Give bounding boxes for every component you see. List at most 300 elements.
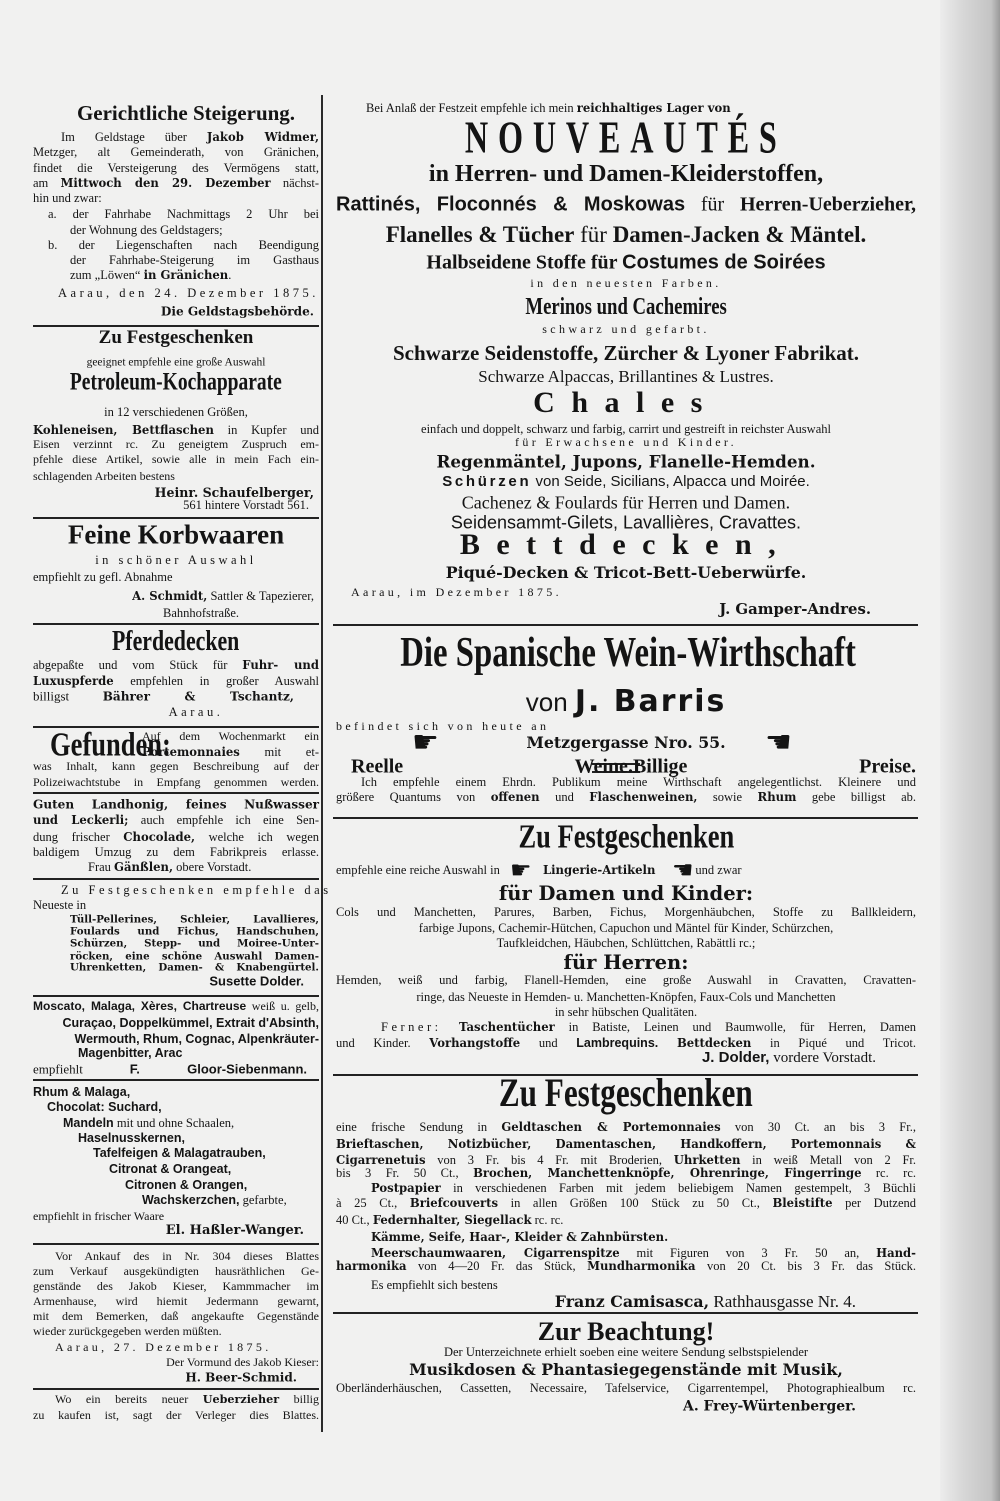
text-line	[336, 1259, 916, 1273]
text-segment: Aarau, im Dezember 1875.	[351, 585, 562, 600]
text-segment: Magenbitter, Arac	[78, 1045, 183, 1060]
text-line	[33, 606, 319, 620]
text-segment: ringe, das Neueste in Hemden- u. Manchetten-Knöpfen, Faux-Cols und Manchetten	[416, 989, 836, 1004]
text-line	[33, 914, 319, 927]
signature	[33, 589, 319, 603]
text-segment: Zu Festgeschenken	[499, 1070, 753, 1115]
text-segment: für Damen und Kinder:	[498, 881, 754, 905]
text-line	[336, 720, 916, 734]
text-segment: NOUVEAUTÉS	[465, 111, 787, 163]
text-line	[33, 882, 332, 897]
text-segment: für	[685, 193, 740, 216]
text-segment: bis 3 Fr. 50 Ct.,	[336, 1165, 474, 1180]
text-line	[33, 1280, 319, 1294]
text-segment: vordere Vorstadt.	[769, 1049, 876, 1066]
text-segment: Im Geldstage über	[61, 129, 207, 144]
text-segment: in Batiste, Leinen und Baumwolle, für Herren, Damen	[554, 1019, 916, 1034]
text-segment: billig	[279, 1392, 319, 1407]
text-segment: J. Barris	[574, 683, 727, 719]
ad-title	[336, 817, 916, 856]
text-segment: Bettdecken,	[459, 527, 793, 561]
text-segment: von 3 Fr. bis 4 Fr. mit Broderien,	[425, 1152, 674, 1167]
text-segment: von 30 Ct. an bis 3 Fr.,	[720, 1119, 916, 1134]
text-line	[33, 674, 319, 688]
text-segment: per Dutzend	[832, 1195, 917, 1210]
text-segment: empfehlen in großer Auswahl	[113, 673, 319, 688]
text-line	[336, 422, 916, 436]
text-segment: Ich empfehle einem Ehrdn. Publikum meine Wirthschaft angelegentlichst. Kleinere und	[361, 774, 916, 789]
text-line	[33, 1032, 319, 1046]
text-line	[33, 130, 319, 144]
ad-divider	[33, 878, 319, 880]
text-segment: Metzger, alt Gemeinderath, von Gränichen,	[33, 144, 319, 159]
signature	[336, 601, 916, 619]
text-segment: Zu Festgeschenken empfehle das	[61, 882, 332, 897]
text-segment: Vor Ankauf des in Nr. 304 dieses Blattes	[55, 1249, 319, 1264]
ad-divider	[33, 1243, 319, 1245]
text-line	[33, 356, 319, 369]
text-segment: Haselnusskernen,	[78, 1130, 185, 1145]
text-segment: gebe billigst ab.	[796, 789, 917, 804]
text-segment: Musikdosen & Phantasiegegenstände mit Musik,	[409, 1360, 843, 1380]
text-segment: der Wohnung des Geldstagers;	[70, 222, 223, 237]
ad-divider	[33, 1079, 319, 1081]
text-segment: eine frische Sendung in	[336, 1119, 502, 1134]
text-segment: pfehle diese Artikel, sowie alle in mein Fach ein-	[33, 452, 319, 467]
text-segment: gefarbte,	[239, 1192, 287, 1207]
text-segment: Bleistifte	[772, 1195, 833, 1210]
text-line	[33, 898, 319, 912]
text-segment: Bährer & Tschantz,	[102, 689, 295, 704]
text-line	[33, 1193, 319, 1207]
text-segment: Schürzen, Stepp- und Moiree-Unter-	[70, 937, 319, 950]
text-line	[33, 1100, 319, 1114]
text-line	[336, 493, 916, 514]
text-segment: geeignet empfehle eine große Auswahl	[86, 356, 266, 369]
text-segment: für Herren:	[563, 950, 689, 974]
ad-divider	[333, 1312, 918, 1314]
text-segment: in den neuesten Farben.	[530, 276, 722, 291]
text-segment: empfiehlt zu gefl. Abnahme	[33, 569, 173, 584]
text-line	[336, 1137, 916, 1151]
text-line	[336, 367, 916, 387]
text-line	[33, 1409, 319, 1423]
text-segment: zu kaufen ist, sagt der Verleger dies Blattes.	[33, 1408, 319, 1423]
text-line	[33, 1046, 319, 1060]
text-segment: Fuhr- und	[242, 657, 319, 672]
text-segment: Gänßlen,	[114, 859, 174, 874]
text-line	[33, 1325, 319, 1339]
text-line	[33, 845, 319, 859]
text-segment: à 25 Ct.,	[336, 1195, 410, 1210]
signature	[33, 975, 319, 990]
text-segment: Armenhause, wird hiemit Jedermann gewarnt,	[33, 1294, 319, 1309]
text-line	[33, 658, 319, 672]
text-line	[33, 1178, 319, 1192]
text-segment: Herren-Ueberzieher,	[739, 193, 917, 216]
text-segment: in verschiedenen Farben mit jedem beliebigem Namen gestempelt, 3 Büchli	[440, 1180, 916, 1195]
text-line	[336, 1278, 916, 1292]
text-segment: empfiehlt	[33, 1061, 130, 1077]
column-divider	[321, 95, 323, 1432]
text-segment: Wachskerzchen,	[142, 1192, 240, 1207]
text-segment: Neueste in	[33, 897, 87, 912]
text-segment: Lambrequins.	[576, 1035, 659, 1050]
text-line	[33, 1085, 319, 1099]
text-segment: Petroleum-Kochapparate	[70, 368, 282, 396]
text-segment: und Leckerli;	[33, 812, 129, 827]
text-segment: in allen Größen 100 Stück zu 50 Ct.,	[498, 1195, 773, 1210]
text-line	[33, 286, 319, 300]
text-segment: größere Quantums von	[336, 789, 491, 804]
text-segment: rc. rc.	[861, 1165, 916, 1180]
text-line	[336, 194, 916, 217]
text-segment: 40 Ct.,	[336, 1212, 373, 1227]
text-segment: Brochen, Manchettenknöpfe, Ohrenringe, Fingerringe	[473, 1165, 862, 1180]
text-line	[336, 1020, 916, 1034]
ad-title	[336, 112, 916, 165]
text-line	[33, 1131, 319, 1145]
text-line	[336, 294, 916, 322]
signature	[336, 1049, 916, 1067]
text-segment: von 4—20 Fr. das Stück,	[406, 1258, 588, 1273]
text-line	[33, 690, 319, 705]
text-line	[33, 145, 319, 159]
ad-title	[33, 626, 319, 658]
pointing-hand-left-icon: ☚	[672, 856, 694, 884]
text-line	[336, 386, 916, 421]
text-line	[336, 341, 916, 365]
ad-title	[33, 327, 319, 349]
text-segment: Auf dem Wochenmarkt ein	[142, 729, 319, 744]
text-segment: Zu Festgeschenken	[518, 818, 734, 856]
text-segment: Piqué-Decken & Tricot-Bett-Ueberwürfe.	[445, 563, 807, 583]
text-line	[336, 563, 916, 583]
text-line	[33, 238, 319, 252]
text-segment: in weiß Metall von 2 Fr.	[740, 1152, 917, 1167]
text-segment: billigst	[33, 688, 103, 704]
text-segment: Meerschaumwaaren, Cigarrenspitze	[371, 1245, 620, 1260]
text-segment: abgepaßte und vom Stück für	[33, 657, 243, 672]
text-line	[33, 161, 319, 175]
text-line	[336, 790, 916, 804]
text-segment: Flaschenweinen,	[589, 789, 698, 804]
text-segment: harmonika	[336, 1258, 407, 1273]
text-segment: findet die Versteigerung des Vermögens statt,	[33, 160, 319, 175]
text-line	[33, 1146, 319, 1160]
text-line	[33, 1265, 319, 1279]
text-segment: Lingerie-Artikeln	[542, 862, 656, 877]
text-line	[336, 1005, 916, 1019]
text-segment: Metzgergasse Nro. 55.	[526, 733, 726, 753]
text-segment: Kämme, Seife, Haar-, Kleider & Zahnbürsten.	[371, 1229, 669, 1244]
text-segment: Oberländerhäuschen, Cassetten, Necessaire, Tafelservice, Cigarrentempel, Photographiealbum rc.	[336, 1380, 916, 1395]
text-segment: Portemonnaies	[142, 744, 240, 759]
text-line	[33, 1295, 319, 1309]
text-segment: Wo ein bereits neuer	[55, 1392, 203, 1407]
text-line	[33, 1210, 319, 1224]
text-segment: Uhrenketten, Damen- & Knabengürtel.	[70, 961, 319, 974]
ad-divider	[33, 1388, 319, 1390]
text-line	[336, 277, 916, 291]
signature	[33, 1063, 319, 1078]
text-segment: weiß u. gelb,	[246, 999, 319, 1014]
text-segment: Seidensammt-Gilets, Lavallières, Cravattes.	[450, 512, 802, 533]
ad-divider	[333, 624, 918, 626]
signature	[336, 1398, 916, 1415]
text-segment: sowie	[697, 789, 758, 804]
text-line	[33, 405, 319, 419]
text-segment: in Kupfer und	[213, 422, 320, 437]
text-line	[33, 553, 319, 567]
text-line	[33, 830, 319, 844]
text-segment: Reelle Weine.	[351, 755, 633, 778]
text-segment: Geldtaschen & Portemonnaies	[501, 1119, 721, 1134]
text-line	[336, 1345, 916, 1359]
text-segment: Moscato, Malaga, Xères, Chartreuse	[33, 999, 247, 1014]
signature	[33, 1371, 319, 1386]
page-edge-shadow	[940, 0, 1000, 1501]
text-segment: röcken, eine schöne Auswahl Damen-	[70, 950, 319, 963]
text-segment: nächst-	[270, 175, 319, 190]
text-line	[33, 1016, 319, 1030]
text-segment: mit Figuren von 3 Fr. 50 an,	[619, 1245, 877, 1260]
text-line	[33, 253, 319, 267]
text-line	[33, 1250, 319, 1264]
text-segment: genstände des Jakob Kieser, Kammmacher im	[33, 1279, 319, 1294]
text-segment: was Inhalt, kann gegen Beschreibung auf der	[33, 759, 319, 774]
text-line	[33, 223, 319, 237]
pointing-hand-right-icon: ☛	[412, 725, 439, 760]
text-segment: J. Gamper-Andres.	[719, 599, 871, 618]
text-segment: El. Haßler-Wanger.	[165, 1222, 304, 1238]
text-segment: in sehr hübschen Qualitäten.	[554, 1004, 698, 1019]
text-segment: welche ich wegen	[195, 829, 319, 844]
signature	[33, 1223, 319, 1239]
text-segment: Herren- und Damen-Kleiderstoffen,	[454, 161, 824, 188]
text-line	[336, 1360, 916, 1380]
text-segment: Uhrketten	[673, 1152, 741, 1167]
text-segment: mit und ohne Schaalen,	[113, 1115, 235, 1130]
text-line	[33, 438, 319, 452]
text-segment: Regenmäntel, Jupons, Flanelle-Hemden.	[436, 451, 816, 472]
text-segment: reichhaltiges Lager von	[576, 100, 731, 115]
text-segment: für	[574, 221, 613, 247]
text-line	[33, 1162, 319, 1176]
text-segment: Sattler & Tapezierer,	[207, 588, 314, 603]
text-line	[33, 453, 319, 467]
text-segment: hin und zwar:	[33, 190, 102, 205]
text-segment: J. Dolder,	[701, 1048, 770, 1066]
text-segment: und zwar	[695, 862, 742, 877]
text-segment: Ferner:	[381, 1019, 459, 1034]
text-segment: Der Vormund des Jakob Kieser:	[166, 1355, 319, 1370]
text-line	[336, 881, 916, 905]
text-segment: Guten Landhonig, feines Nußwasser	[33, 797, 319, 812]
text-segment: farbige Jupons, Cachemir-Hütchen, Capuchon und Mäntel für Kinder, Schürzchen,	[418, 920, 834, 935]
text-line	[33, 860, 319, 874]
text-segment: Chocolade,	[123, 829, 196, 844]
text-line	[33, 730, 319, 744]
text-segment: von Seide, Sicilians, Alpacca und Moirée.	[531, 472, 810, 490]
text-line	[33, 423, 319, 437]
text-segment: H. Beer-Schmid.	[185, 1370, 297, 1385]
text-segment: Susette Dolder.	[209, 973, 304, 989]
text-line	[33, 776, 319, 790]
text-line	[336, 1230, 916, 1244]
text-line	[336, 921, 916, 935]
text-line	[33, 798, 319, 813]
text-line	[336, 990, 916, 1004]
text-line	[336, 1166, 916, 1180]
text-segment: Citronen & Orangen,	[125, 1177, 248, 1192]
text-segment: empfiehlt in frischer Waare	[33, 1209, 165, 1224]
text-segment: in schöner Auswahl	[95, 552, 257, 567]
text-line	[336, 950, 916, 974]
ad-divider	[33, 623, 319, 625]
text-segment: einfach und doppelt, schwarz und farbig, carrirt und gestreift in reichster Auswahl	[421, 421, 831, 436]
text-segment: schwarz und gefarbt.	[542, 322, 710, 337]
text-segment	[658, 1036, 677, 1050]
text-segment: Bettdecken	[676, 1035, 752, 1050]
text-segment: in	[428, 161, 455, 188]
text-line	[33, 1356, 319, 1370]
text-line	[33, 705, 319, 719]
text-segment: Chocolat: Suchard,	[47, 1099, 162, 1114]
text-line	[33, 1116, 319, 1130]
text-segment: Es empfiehlt sich bestens	[371, 1277, 498, 1292]
text-segment: dung frischer	[33, 829, 124, 844]
text-line	[336, 1181, 916, 1195]
text-segment: Mandeln	[63, 1115, 114, 1130]
text-segment: offenen	[490, 789, 540, 804]
text-segment: zum „Löwen“	[70, 267, 144, 282]
text-line	[336, 775, 916, 789]
text-segment: b. der Liegenschaften nach Beendigung	[48, 237, 319, 252]
text-segment: Rathhausgasse Nr. 4.	[709, 1292, 856, 1312]
text-segment: A. Schmidt,	[132, 588, 208, 603]
text-segment: Aarau, den 24. Dezember 1875.	[58, 285, 319, 300]
text-segment: schlagenden Arbeiten bestens	[33, 469, 175, 484]
text-segment: Halbseidene Stoffe für	[426, 251, 623, 274]
text-line	[33, 1310, 319, 1324]
text-segment: Curaçao, Doppelkümmel, Extrait d'Absinth,	[62, 1015, 319, 1030]
text-line	[336, 473, 916, 491]
text-line	[336, 452, 916, 473]
pointing-hand-left-icon: ☚	[765, 725, 792, 760]
text-segment: Schwarze Alpaccas, Brillantines & Lustres.	[478, 367, 774, 387]
text-line	[336, 685, 916, 719]
ad-title	[336, 1317, 916, 1347]
text-line	[336, 905, 916, 919]
text-line	[336, 733, 916, 753]
text-line	[33, 470, 319, 484]
text-line	[336, 863, 916, 877]
text-segment: A. Frey-Würtenberger.	[683, 1398, 856, 1415]
text-segment: zum Verkauf ausgekündigten hausräthlichen Ge-	[33, 1264, 319, 1279]
text-segment: 561 hintere Vorstadt 561.	[183, 497, 309, 512]
text-segment: in 12 verschiedenen Größen,	[104, 404, 248, 419]
text-segment: Franz Camisasca,	[554, 1292, 710, 1312]
text-segment: Der Unterzeichnete erhielt soeben eine weitere Sendung selbstspielender	[443, 1344, 809, 1359]
text-segment: Die Spanische Wein-Wirthschaft	[400, 629, 856, 676]
text-segment: obere Vorstadt.	[173, 859, 252, 874]
text-segment: und	[539, 789, 590, 804]
text-segment: Costumes de Soirées	[622, 251, 826, 274]
text-line	[336, 252, 916, 275]
text-segment: Aarau.	[168, 704, 224, 719]
text-segment: Heinr. Schaufelberger,	[154, 485, 314, 501]
text-segment: Vorhangstoffe	[429, 1035, 521, 1050]
text-segment: mit et-	[239, 744, 319, 759]
text-segment: der Fahrhabe-Steigerung im Gasthaus	[70, 252, 319, 267]
text-line	[33, 813, 319, 827]
text-line	[336, 1196, 916, 1210]
text-segment: Taufkleidchen, Häubchen, Schlüttchen, Rabättli rc.;	[496, 935, 756, 950]
text-segment: baldigem Umzug zu dem Fabrikpreis erlasse.	[33, 844, 319, 859]
text-segment: in Piqué und Tricot.	[751, 1035, 916, 1050]
text-line	[33, 176, 319, 190]
signature	[336, 1292, 916, 1312]
ad-title	[336, 629, 916, 677]
text-line	[33, 1341, 319, 1355]
text-segment: Luxuspferde	[33, 673, 114, 688]
text-segment: Tüll-Pellerines, Schleier, Lavallieres,	[70, 913, 319, 926]
text-segment: Wermouth, Rhum, Cognac, Alpenkräuter-	[74, 1031, 319, 1046]
text-segment: Gefunden:	[50, 726, 171, 764]
text-line	[33, 962, 319, 975]
text-segment: Chales	[533, 385, 719, 419]
text-segment: Postpapier	[371, 1180, 441, 1195]
text-line	[336, 1381, 916, 1395]
text-segment: a. der Fahrhabe Nachmittags 2 Uhr bei	[48, 206, 319, 221]
text-line	[33, 191, 319, 205]
text-segment: Billige Preise.	[632, 755, 916, 778]
text-segment: Rattinés, Floconnés & Moskowas	[336, 193, 686, 216]
text-segment: Tafelfeigen & Malagatrauben,	[93, 1145, 266, 1160]
ad-title	[33, 369, 319, 398]
text-segment: Zu Festgeschenken	[98, 327, 254, 349]
text-segment: Bei Anlaß der Festzeit empfehle ich mein	[366, 100, 577, 115]
text-segment: Brieftaschen, Notizbücher, Damentaschen, Handkoffern, Portemonnais &	[336, 1136, 916, 1151]
text-segment: Schwarze Seidenstoffe, Zürcher & Lyoner Fabrikat.	[392, 340, 860, 365]
text-segment: und Kinder.	[336, 1035, 430, 1050]
text-line	[33, 1000, 319, 1014]
text-segment: von	[525, 686, 575, 717]
text-line	[336, 436, 916, 450]
text-segment: Hemden, weiß und farbig, Flanell-Hemden, eine große Auswahl in Cravatten, Cravatten-	[336, 972, 916, 987]
ad-title	[33, 101, 319, 125]
text-segment: Bahnhofstraße.	[162, 605, 240, 620]
text-segment: Jakob Widmer,	[206, 129, 320, 144]
text-segment: Kohleneisen, Bettflaschen	[33, 422, 214, 437]
text-segment: Flanelles & Tücher	[385, 221, 575, 247]
text-line	[336, 1120, 916, 1134]
text-segment: Cols und Manchetten, Parures, Barben, Fichus, Morgenhäubchen, Stoffe zu Ballkleidern,	[336, 904, 916, 919]
text-line	[336, 936, 916, 950]
text-segment: von 20 Ct. bis 3 Fr. das Stück.	[695, 1258, 916, 1273]
text-segment: mit dem Bemerken, daß angekaufte Gegenstände	[33, 1309, 319, 1324]
text-line	[336, 323, 916, 337]
ad-divider	[33, 995, 319, 997]
text-segment: Briefcouverts	[409, 1195, 499, 1210]
text-segment: empfehle eine reiche Auswahl in	[336, 862, 503, 877]
text-segment: Rhum & Malaga,	[33, 1084, 131, 1099]
text-line	[336, 222, 916, 248]
text-segment: Rhum	[757, 789, 797, 804]
text-segment: Mundharmonika	[587, 1258, 696, 1273]
text-segment: rc. rc.	[531, 1212, 564, 1227]
